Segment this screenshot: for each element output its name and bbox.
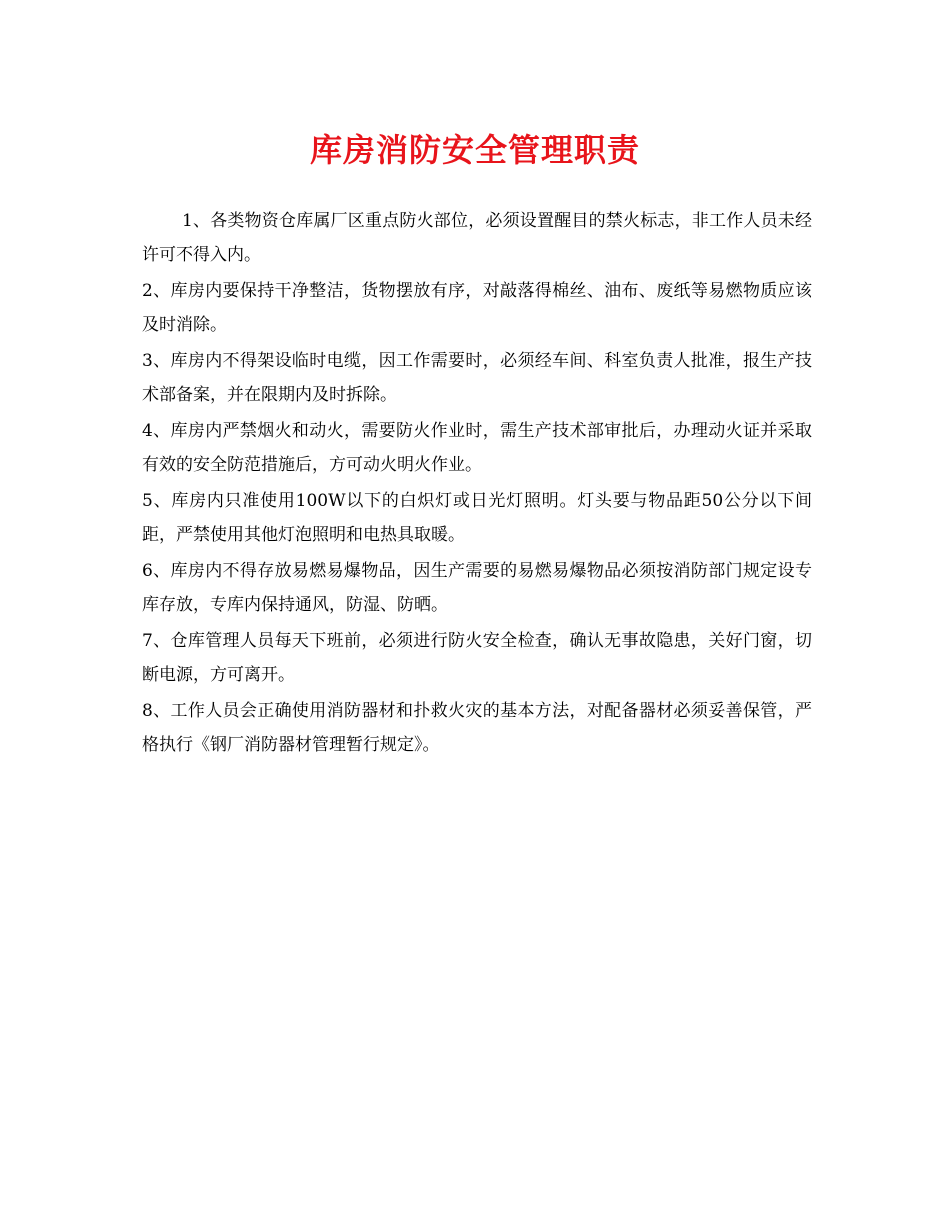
document-title: 库房消防安全管理职责 <box>309 131 640 169</box>
paragraph-1: 1、各类物资仓库属厂区重点防火部位，必须设置醒目的禁火标志，非工作人员未经许可不得入内。 <box>142 211 812 265</box>
paragraph-8: 8、工作人员会正确使用消防器材和扑救火灾的基本方法，对配备器材必须妥善保管，严格执行《钢厂消防器材管理暂行规定》。 <box>142 701 812 755</box>
paragraph-2: 2、库房内要保持干净整洁，货物摆放有序，对敲落得棉丝、油布、废纸等易燃物质应该及时消除。 <box>142 281 812 335</box>
paragraph-6: 6、库房内不得存放易燃易爆物品，因生产需要的易燃易爆物品必须按消防部门规定设专库存放，专库内保持通风，防湿、防晒。 <box>142 561 812 615</box>
paragraph-5: 5、库房内只准使用100W以下的白炽灯或日光灯照明。灯头要与物品距50公分以下间距，严禁使用其他灯泡照明和电热具取暖。 <box>142 491 812 545</box>
paragraph-3: 3、库房内不得架设临时电缆，因工作需要时，必须经车间、科室负责人批准，报生产技术部备案，并在限期内及时拆除。 <box>142 351 812 405</box>
paragraph-4: 4、库房内严禁烟火和动火，需要防火作业时，需生产技术部审批后，办理动火证并采取有效的安全防范措施后，方可动火明火作业。 <box>142 421 812 475</box>
document-body <box>142 204 812 764</box>
paragraph-7: 7、仓库管理人员每天下班前，必须进行防火安全检查，确认无事故隐患，关好门窗，切断电源，方可离开。 <box>142 631 812 685</box>
